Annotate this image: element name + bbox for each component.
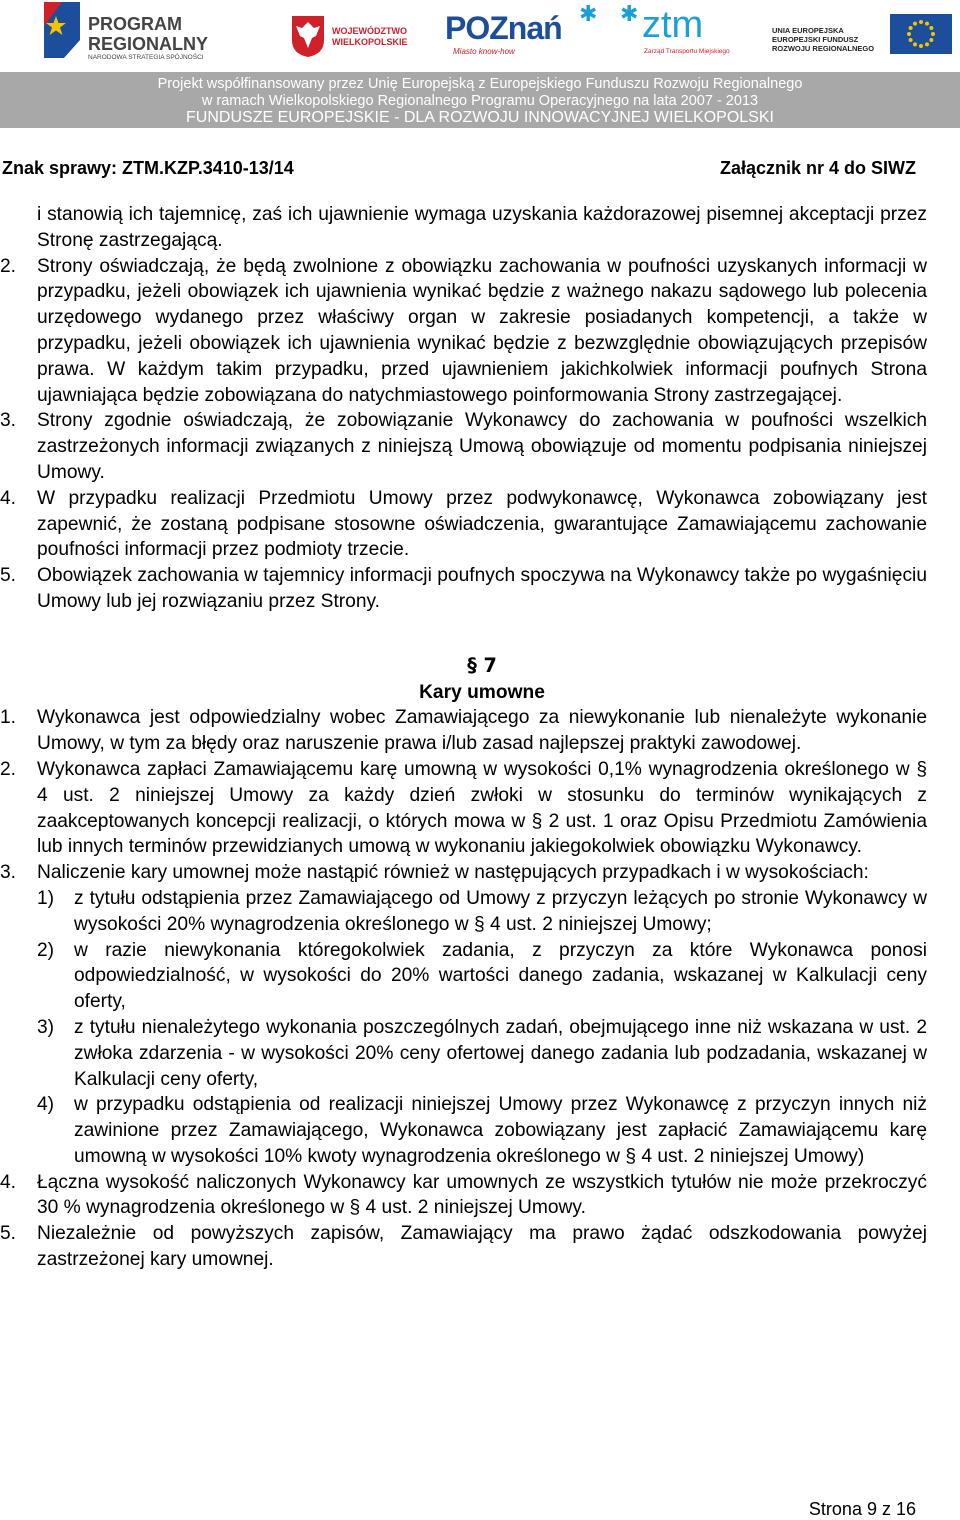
item-text: Wykonawca jest odpowiedzialny wobec Zamawiającego za niewykonanie lub nienależyte wykonanie Umowy, w tym za błędy oraz naruszenie prawa i/lub zasad najlepszej praktyki zawodowej. [37,707,927,755]
list-item [0,254,927,409]
sub-item-text: w przypadku odstąpienia od realizacji niniejszej Umowy przez Wykonawcę z przyczyn innych niż zawinione przez Zamawiającego, Wykonawca zobowiązany jest zapłacić Zamawiającemu karę umowną w wysokości 10% kwoty wynagrodzenia określonego w § 4 ust. 2 niniejszej Umowy) [74,1094,927,1167]
penalties-list-continued [0,1170,927,1273]
item-number: 4. [0,1171,17,1193]
program-line1: PROGRAM [88,14,182,34]
program-regionalny-logo [36,0,236,62]
ue-line3: ROZWOJU REGIONALNEGO [772,44,875,53]
sub-item-text: w razie niewykonania któregokolwiek zadania, z przyczyn za które Wykonawca ponosi odpowiedzialność, w wysokości do 20% wartości danego zadania, wskazanej w Kalkulacji ceny oferty, [74,939,927,1013]
item-text: Strony zgodnie oświadczają, że zobowiązanie Wykonawcy do zachowania w poufności wszelkich zastrzeżonych informacji związanych z niniejszą Umową obowiązuje od momentu podpisania niniejszej Umowy. [37,410,927,483]
penalties-list [0,705,927,886]
ue-line1: UNIA EUROPEJSKA [772,26,844,35]
sub-item [0,1015,927,1092]
penalty-cases-list [0,886,927,1170]
sub-item-number: 3) [37,1016,55,1038]
banner-line2: w ramach Wielkopolskiego Regionalnego Programu Operacyjnego na lata 2007 - 2013 [201,93,759,109]
wojewodztwo-logo [290,0,410,62]
banner-line1: Projekt współfinansowany przez Unię Europejską z Europejskiego Funduszu Rozwoju Regionalnego [157,76,803,92]
eu-flag-icon [890,14,952,54]
sub-item-text: z tytułu odstąpienia przez Zamawiającego od Umowy z przyczyn leżących po stronie Wykonawcy w wysokości 20% wynagrodzenia określonego w § 4 ust. 2 niniejszej Umowy; [74,887,927,935]
page-number: Strona 9 z 16 [808,1499,916,1519]
item-number: 5. [0,565,17,587]
ue-logo [772,0,960,62]
item-text: Łączna wysokość naliczonych Wykonawcy kar umownych ze wszystkich tytułów nie może przekroczyć 30 % wynagrodzenia określonego w § 4 ust. 2 niniejszej Umowy. [37,1171,927,1219]
item-text: Obowiązek zachowania w tajemnicy informacji poufnych spoczywa na Wykonawcy także po wygaśnięciu Umowy lub jej rozwiązaniu przez Strony. [37,565,927,612]
poznan-name: POZnań [445,10,562,46]
sub-item [0,886,927,938]
ztm-star-icon: ✱ [620,2,639,27]
list-item [0,705,927,757]
header-logos [0,0,960,62]
item-number: 2. [0,758,17,780]
sub-item-number: 1) [37,887,55,909]
ztm-logo [620,0,750,62]
item-number: 3. [0,410,17,432]
item-text: W przypadku realizacji Przedmiotu Umowy przez podwykonawcę, Wykonawca zobowiązany jest zapewnić, że zostaną podpisane stosowne oświadczenia, gwarantujące Zamawiającemu zachowanie poufności informacji przez podmioty trzecie. [37,487,927,561]
item-number: 2. [0,255,17,277]
item-text: Strony oświadczają, że będą zwolnione z obowiązku zachowania w poufności uzyskanych informacji w przypadku, jeżeli obowiązek ich ujawnienia wynikać będzie z ważnego nakazu sądowego lub polecenia urzędowego wydanego przez właściwy organ w zakresie posiadanych kompetencji, a także w przypadku, jeżeli obowiązek ich ujawnienia wynikać będzie z bezwzględnie obowiązujących przepisów prawa. W każdym takim przypadku, przed ujawnieniem jakichkolwiek informacji poufnych Strona ujawniająca będzie zobowiązana do natychmiastowego poinformowania Strony zastrzegającej. [37,255,927,406]
item-text: Niezależnie od powyższych zapisów, Zamawiający ma prawo żądać odszkodowania powyżej zastrzeżonej kary umownej. [37,1223,927,1271]
list-item [0,563,927,615]
program-line2: REGIONALNY [88,34,209,54]
list-item [0,757,927,860]
poznan-tagline: Miasto know-how [453,47,515,56]
attachment-label: Załącznik nr 4 do SIWZ [719,158,916,178]
section-title: Kary umowne [419,681,545,703]
ztm-name: ztm [642,4,704,46]
banner-line3: FUNDUSZE EUROPEJSKIE - DLA ROZWOJU INNOWACYJNEJ WIELKOPOLSKI [186,109,774,126]
list-item [0,1221,927,1273]
item-number: 1. [0,707,17,729]
program-regionalny-emblem-icon [36,0,80,60]
item-number: 3. [0,862,17,884]
section-symbol: § 7 [467,653,497,677]
list-item [0,408,927,485]
ztm-tagline: Zarząd Transportu Miejskiego [644,48,730,55]
case-number: Znak sprawy: ZTM.KZP.3410-13/14 [2,158,294,178]
poznan-star-icon: ✱ [579,2,598,27]
sub-item-text: z tytułu nienależytego wykonania poszczególnych zadań, obejmującego inne niż wskazana w ust. 2 zwłoka zdarzenia - w wysokości 20% ceny ofertowej danego zadania lub podzadania, wskazanej w Kalkulacji ceny oferty, [74,1016,927,1090]
woj-line2: WIELKOPOLSKIE [332,37,408,47]
item-number: 4. [0,487,17,509]
program-line3: NARODOWA STRATEGIA SPÓJNOŚCI [88,54,204,61]
eagle-shield-icon [290,14,326,58]
intro-paragraph: i stanowią ich tajemnicę, zaś ich ujawnienie wymaga uzyskania każdorazowej pisemnej akceptacji przez Stronę zastrzegającą. [37,204,927,251]
sub-item [0,938,927,1015]
list-item [0,486,927,563]
sub-item-number: 2) [37,939,55,961]
sub-item-number: 4) [37,1094,55,1116]
poznan-logo [445,0,605,62]
woj-line1: WOJEWÓDZTWO [332,26,407,36]
list-item [0,1170,927,1222]
item-text: Wykonawca zapłaci Zamawiającemu karę umowną w wysokości 0,1% wynagrodzenia określonego w § 4 ust. 2 niniejszej Umowy za każdy dzień zwłoki w stosunku do terminów wynikających z zaakceptowanych koncepcji realizacji, o których mowa w § 2 ust. 1 oraz Opisu Przedmiotu Zamówienia lub innych terminów przewidzianych umową w wykonaniu jakiegokolwiek obowiązku Wykonawcy. [37,758,927,858]
document-body [0,202,927,1273]
funding-banner [0,72,960,128]
list-item [0,860,927,886]
ue-line2: EUROPEJSKI FUNDUSZ [772,35,859,44]
item-text: Naliczenie kary umownej może nastąpić również w następujących przypadkach i w wysokościach: [37,862,869,884]
item-number: 5. [0,1223,17,1245]
confidentiality-list [0,254,927,615]
sub-item [0,1092,927,1169]
